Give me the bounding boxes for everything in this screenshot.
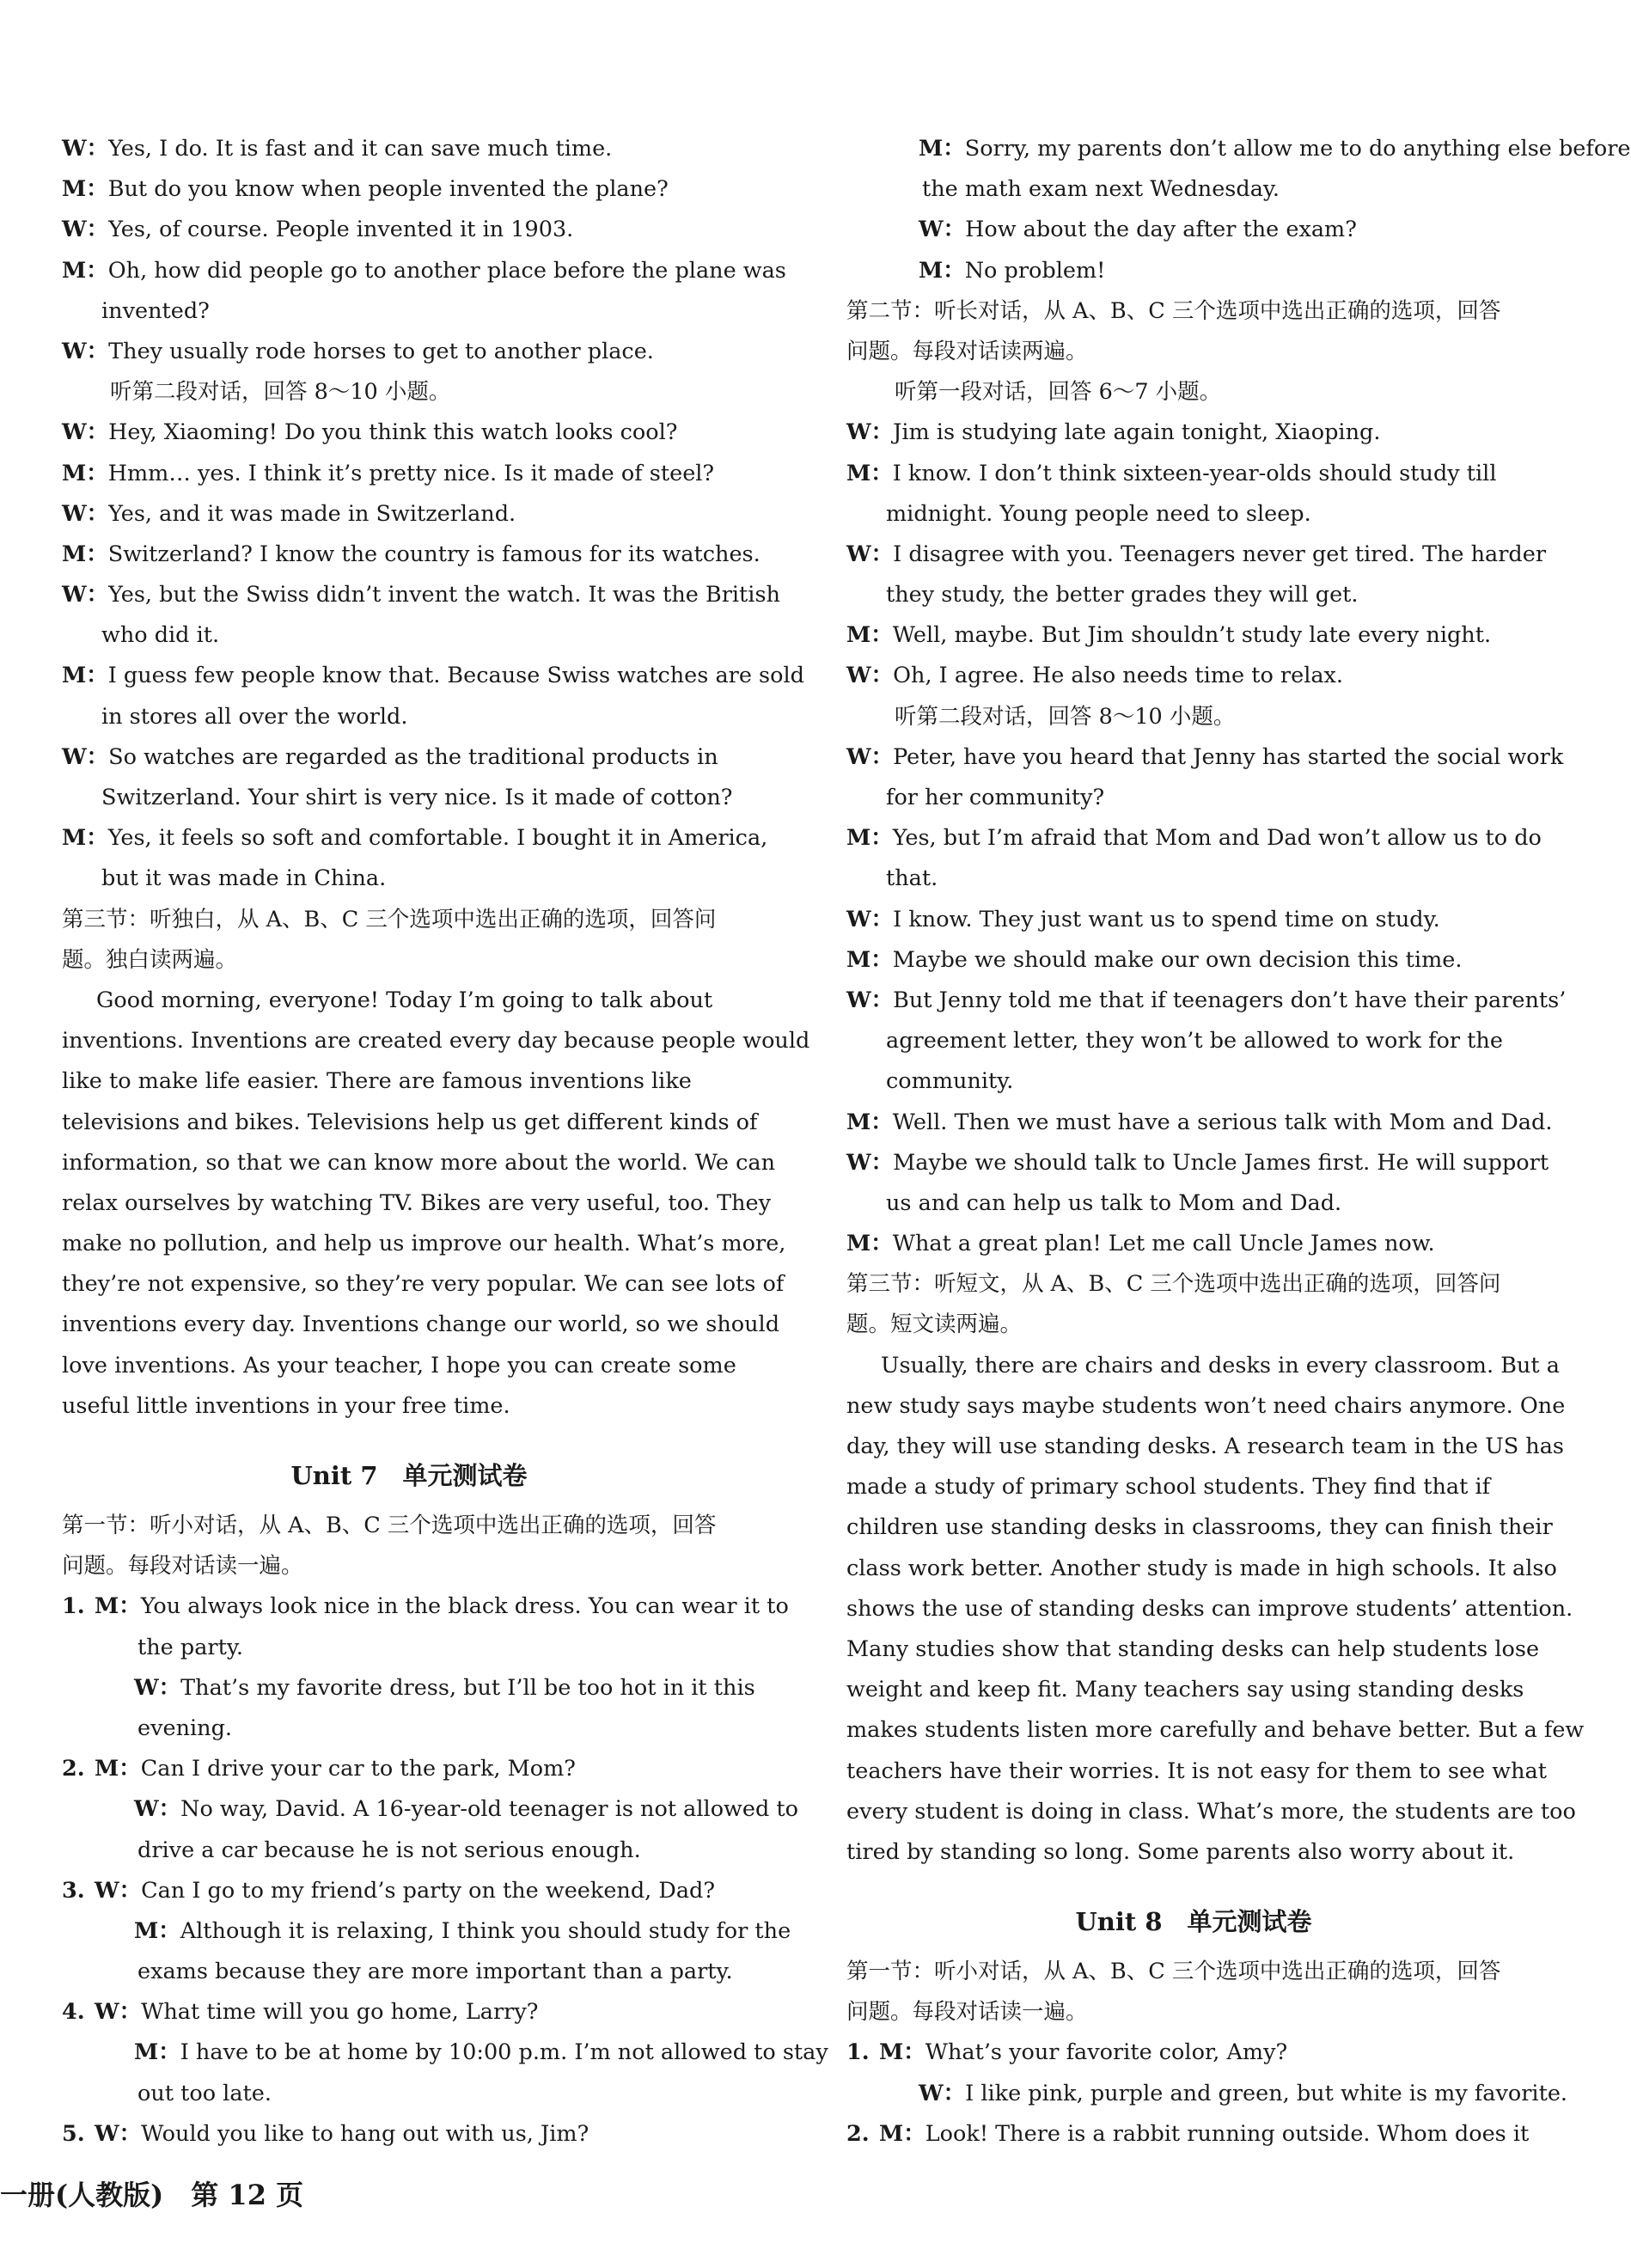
speaker-label: M：	[879, 2120, 925, 2147]
dialogue-line	[62, 413, 756, 453]
line-text: they study, the better grades they will get.	[886, 582, 1359, 608]
line-text: What a great plan! Let me call Uncle James now.	[892, 1231, 1435, 1257]
dialogue-line	[62, 129, 756, 169]
line-text: Sorry, my parents don’t allow me to do anything else before	[964, 136, 1631, 162]
line-text: They usually rode horses to get to another place.	[108, 338, 654, 364]
text-line	[62, 1831, 756, 1871]
speaker-label: M：	[62, 663, 108, 689]
line-text: 题。独白读两遍。	[62, 946, 238, 973]
text-line	[62, 1546, 756, 1586]
line-text: I know. I don’t think sixteen-year-olds should study till	[892, 460, 1497, 486]
speaker-label: M：	[919, 257, 965, 284]
dialogue-line	[62, 656, 804, 696]
text-line	[62, 1103, 756, 1143]
text-line	[62, 372, 756, 413]
line-text: Good morning, everyone! Today I’m going to talk about	[96, 987, 713, 1013]
text-line	[846, 859, 1541, 899]
text-line	[846, 1183, 1541, 1224]
text-line	[62, 615, 756, 656]
dialogue-line	[62, 1871, 756, 1911]
question-number: 1.	[846, 2039, 870, 2066]
line-text: new study says maybe students won’t need chairs anymore. One	[846, 1392, 1566, 1419]
line-text: tired by standing so long. Some parents also worry about it.	[846, 1838, 1515, 1865]
text-line	[62, 1506, 756, 1546]
question-number: 1.	[62, 1593, 85, 1620]
line-text: 第一节：听小对话，从 A、B、C 三个选项中选出正确的选项，回答	[62, 1513, 717, 1538]
speaker-label: W：	[919, 2080, 966, 2106]
dialogue-line	[62, 1749, 756, 1789]
speaker-label: M：	[846, 622, 893, 649]
speaker-label: M：	[134, 1917, 180, 1944]
line-text: That’s my favorite dress, but I’ll be too hot in it this	[180, 1674, 755, 1701]
text-line	[62, 697, 756, 737]
dialogue-line	[846, 1103, 1553, 1143]
line-text: So watches are regarded as the traditional products in	[108, 743, 718, 770]
speaker-label: W：	[846, 419, 894, 446]
speaker-label: W：	[62, 136, 109, 162]
text-line	[62, 859, 756, 899]
text-line	[846, 1467, 1541, 1507]
speaker-label: M：	[846, 825, 893, 852]
left-column	[62, 129, 828, 2155]
line-text: like to make life easier. There are famous inventions like	[62, 1068, 692, 1095]
speaker-label: W：	[62, 217, 109, 243]
speaker-label: M：	[846, 460, 893, 486]
text-line	[846, 1992, 1541, 2033]
line-text: information, so that we can know more about the world. We can	[62, 1149, 776, 1176]
dialogue-line	[846, 818, 1541, 859]
text-line	[62, 1346, 756, 1386]
text-line	[62, 291, 756, 332]
line-text: Can I go to my friend’s party on the weekend, Dad?	[141, 1877, 716, 1904]
speaker-label: W：	[95, 2120, 142, 2147]
line-text: 听第二段对话，回答 8～10 小题。	[110, 379, 451, 406]
line-text: But do you know when people invented the plane?	[107, 176, 669, 203]
line-text: Look! There is a rabbit running outside. Whom does it	[925, 2120, 1530, 2147]
text-line	[846, 1264, 1541, 1305]
text-line	[62, 1709, 756, 1749]
line-text: Yes, and it was made in Switzerland.	[108, 500, 516, 527]
speaker-label: M：	[95, 1756, 141, 1782]
line-text: Yes, but the Swiss didn’t invent the watch. It was the British	[108, 582, 780, 608]
speaker-label: M：	[62, 176, 108, 203]
text-line	[62, 900, 756, 940]
dialogue-line	[62, 2114, 756, 2155]
dialogue-line	[846, 129, 1631, 169]
text-line	[846, 697, 1541, 737]
question-number: 3.	[62, 1877, 85, 1904]
text-line	[846, 169, 1541, 210]
speaker-label: M：	[846, 1231, 893, 1257]
text-line	[62, 1061, 756, 1102]
line-text: 听第二段对话，回答 8～10 小题。	[895, 703, 1236, 730]
text-line	[846, 1670, 1541, 1710]
question-number: 2.	[846, 2120, 870, 2147]
text-line	[62, 2074, 756, 2114]
line-text: class work better. Another study is made in high schools. It also	[846, 1555, 1557, 1581]
question-number: 4.	[62, 1999, 85, 2026]
dialogue-line	[846, 535, 1547, 575]
line-text: No way, David. A 16-year-old teenager is not allowed to	[180, 1796, 798, 1823]
line-text: 题。短文读两遍。	[846, 1311, 1023, 1338]
question-number: 2.	[62, 1756, 85, 1782]
line-text: Yes, of course. People invented it in 1903.	[108, 217, 574, 243]
line-text: What’s your favorite color, Amy?	[925, 2039, 1288, 2066]
line-text: Well, maybe. But Jim shouldn’t study late every night.	[892, 622, 1492, 649]
text-line	[846, 1792, 1576, 1832]
line-text: Hmm… yes. I think it’s pretty nice. Is it made of steel?	[107, 460, 715, 486]
line-text: teachers have their worries. It is not easy for them to see what	[846, 1758, 1547, 1784]
speaker-label: W：	[134, 1796, 181, 1823]
text-line	[846, 1061, 1541, 1102]
line-text: 第二节：听长对话，从 A、B、C 三个选项中选出正确的选项，回答	[846, 297, 1501, 324]
dialogue-line	[846, 1224, 1541, 1264]
dialogue-line	[62, 210, 756, 250]
line-text: Switzerland. Your shirt is very nice. Is it made of cotton?	[101, 785, 733, 810]
line-text: 第一节：听小对话，从 A、B、C 三个选项中选出正确的选项，回答	[846, 1959, 1501, 1985]
line-text: Hey, Xiaoming! Do you think this watch looks cool?	[108, 419, 678, 446]
speaker-label: M：	[95, 1593, 141, 1620]
right-column	[846, 129, 1631, 2155]
text-line	[846, 1549, 1557, 1589]
text-line	[62, 1628, 756, 1668]
line-text: 问题。每段对话读一遍。	[62, 1553, 303, 1580]
text-line	[846, 291, 1541, 332]
dialogue-line	[62, 535, 761, 575]
text-line	[846, 1629, 1541, 1670]
line-text: Yes, I do. It is fast and it can save much time.	[108, 136, 613, 162]
text-line	[62, 1952, 756, 1992]
dialogue-line	[62, 1789, 798, 1830]
text-line	[846, 1386, 1566, 1427]
line-text: that.	[886, 865, 938, 892]
line-text: inventions every day. Inventions change our world, so we should	[62, 1311, 780, 1338]
line-text: the math exam next Wednesday.	[922, 176, 1280, 203]
unit-heading: Unit 7 单元测试卷	[290, 1461, 528, 1490]
dialogue-line	[62, 332, 756, 372]
line-text: I know. They just want us to spend time on study.	[893, 906, 1440, 932]
line-text: who did it.	[101, 622, 220, 649]
line-text: out too late.	[137, 2080, 272, 2106]
dialogue-line	[62, 1586, 789, 1627]
line-text: Oh, how did people go to another place before the plane was	[107, 257, 786, 284]
dialogue-line	[846, 615, 1541, 656]
text-line	[62, 1224, 786, 1264]
dialogue-line	[846, 210, 1541, 250]
line-text: 听第一段对话，回答 6～7 小题。	[895, 379, 1222, 406]
line-text: 问题。每段对话读两遍。	[846, 338, 1088, 364]
text-line	[846, 1751, 1547, 1792]
dialogue-line	[62, 818, 768, 859]
line-text: Maybe we should talk to Uncle James first. He will support	[893, 1149, 1549, 1176]
line-text: us and can help us talk to Mom and Dad.	[886, 1189, 1342, 1216]
line-text: Well. Then we must have a serious talk with Mom and Dad.	[892, 1109, 1553, 1135]
line-text: every student is doing in class. What’s more, the students are too	[846, 1798, 1576, 1825]
speaker-label: W：	[62, 582, 109, 608]
line-text: What time will you go home, Larry?	[141, 1999, 539, 2026]
text-line	[846, 1589, 1573, 1629]
speaker-label: M：	[134, 2039, 180, 2066]
speaker-label: W：	[62, 338, 109, 364]
text-line	[62, 940, 756, 981]
line-text: makes students listen more carefully and behave better. But a few	[846, 1717, 1585, 1744]
text-line	[846, 1021, 1541, 1061]
line-text: the party.	[137, 1634, 243, 1660]
dialogue-line	[846, 737, 1564, 778]
dialogue-line	[846, 940, 1541, 981]
line-text: But Jenny told me that if teenagers don’t have their parents’	[893, 987, 1567, 1013]
unit-heading: Unit 8 单元测试卷	[1075, 1907, 1312, 1937]
line-text: drive a car because he is not serious enough.	[137, 1837, 641, 1863]
speaker-label: M：	[919, 136, 965, 162]
speaker-label: M：	[62, 257, 108, 284]
line-text: made a study of primary school students. They find that if	[846, 1474, 1491, 1501]
dialogue-line	[62, 251, 786, 291]
text-line	[846, 332, 1541, 372]
dialogue-line	[846, 2033, 1541, 2073]
line-text: Maybe we should make our own decision this time.	[892, 946, 1463, 973]
text-line	[846, 1346, 1560, 1386]
text-line	[846, 1507, 1553, 1548]
dialogue-line	[846, 251, 1541, 291]
text-line	[62, 1183, 772, 1224]
speaker-label: W：	[95, 1999, 142, 2026]
line-text: 第三节：听独白，从 A、B、C 三个选项中选出正确的选项，回答问	[62, 906, 717, 932]
text-line	[846, 1832, 1541, 1873]
speaker-label: W：	[62, 419, 109, 446]
line-text: weight and keep fit. Many teachers say using standing desks	[846, 1677, 1524, 1703]
speaker-label: W：	[846, 743, 894, 770]
dialogue-line	[846, 454, 1541, 494]
text-line	[846, 575, 1541, 615]
dialogue-line	[62, 169, 756, 210]
line-text: No problem!	[964, 257, 1106, 284]
line-text: Can I drive your car to the park, Mom?	[140, 1756, 576, 1782]
line-text: inventions. Inventions are created every day because people would	[62, 1028, 810, 1055]
dialogue-line	[62, 1992, 756, 2033]
dialogue-line	[846, 1143, 1549, 1183]
line-text: exams because they are more important than a party.	[137, 1959, 733, 1985]
dialogue-line	[62, 494, 756, 535]
speaker-label: W：	[62, 500, 109, 527]
speaker-label: W：	[919, 217, 966, 243]
line-text: Many studies show that standing desks can help students lose	[846, 1635, 1540, 1662]
line-text: I guess few people know that. Because Swiss watches are sold	[107, 663, 804, 689]
text-line	[62, 1264, 785, 1305]
line-text: agreement letter, they won’t be allowed to work for the	[886, 1028, 1503, 1055]
line-text: Usually, there are chairs and desks in every classroom. But a	[881, 1352, 1560, 1379]
line-text: they’re not expensive, so they’re very popular. We can see lots of	[62, 1271, 785, 1298]
text-line	[62, 1021, 810, 1061]
dialogue-line	[846, 2114, 1541, 2155]
page-footer: 一册(人教版) 第 12 页	[0, 2179, 304, 2211]
line-text: make no pollution, and help us improve our health. What’s more,	[62, 1231, 786, 1257]
dialogue-line	[846, 981, 1567, 1021]
line-text: but it was made in China.	[101, 865, 387, 892]
line-text: in stores all over the world.	[101, 703, 408, 730]
text-line	[62, 1143, 776, 1183]
line-text: 第三节：听短文，从 A、B、C 三个选项中选出正确的选项，回答问	[846, 1271, 1501, 1298]
text-line	[62, 778, 756, 818]
line-text: community.	[886, 1068, 1014, 1095]
line-text: I like pink, purple and green, but white is my favorite.	[965, 2080, 1568, 2106]
line-text: invented?	[101, 297, 210, 324]
speaker-label: W：	[846, 1149, 894, 1176]
dialogue-line	[62, 737, 756, 778]
text-line	[62, 1386, 756, 1427]
dialogue-line	[62, 1668, 756, 1709]
speaker-label: W：	[846, 663, 894, 689]
line-text: Although it is relaxing, I think you should study for the	[180, 1917, 791, 1944]
dialogue-line	[62, 1911, 791, 1952]
text-line	[846, 1710, 1585, 1751]
line-text: relax ourselves by watching TV. Bikes are very useful, too. They	[62, 1189, 772, 1216]
text-line	[846, 494, 1541, 535]
line-text: I have to be at home by 10:00 p.m. I’m not allowed to stay	[180, 2039, 828, 2066]
dialogue-line	[62, 454, 756, 494]
line-text: televisions and bikes. Televisions help us get different kinds of	[62, 1109, 758, 1135]
speaker-label: M：	[879, 2039, 925, 2066]
line-text: 问题。每段对话读一遍。	[846, 1999, 1088, 2026]
text-line	[62, 981, 756, 1021]
text-line	[846, 372, 1541, 413]
speaker-label: W：	[846, 541, 894, 567]
question-number: 5.	[62, 2120, 85, 2147]
line-text: How about the day after the exam?	[965, 217, 1357, 243]
speaker-label: M：	[62, 825, 108, 852]
dialogue-line	[62, 2033, 828, 2073]
line-text: Oh, I agree. He also needs time to relax.	[893, 663, 1344, 689]
line-text: evening.	[137, 1715, 233, 1741]
text-line	[62, 1305, 780, 1345]
line-text: Yes, it feels so soft and comfortable. I bought it in America,	[107, 825, 768, 852]
line-text: I disagree with you. Teenagers never get tired. The harder	[893, 541, 1547, 567]
speaker-label: M：	[62, 460, 108, 486]
speaker-label: W：	[846, 987, 894, 1013]
speaker-label: M：	[846, 1109, 893, 1135]
speaker-label: M：	[62, 541, 108, 567]
dialogue-line	[846, 413, 1541, 453]
speaker-label: W：	[134, 1674, 181, 1701]
line-text: children use standing desks in classrooms, they can finish their	[846, 1514, 1553, 1541]
text-line	[846, 1305, 1541, 1345]
line-text: You always look nice in the black dress. You can wear it to	[140, 1593, 789, 1620]
speaker-label: W：	[846, 906, 894, 932]
line-text: shows the use of standing desks can improve students’ attention.	[846, 1595, 1573, 1622]
line-text: day, they will use standing desks. A research team in the US has	[846, 1434, 1565, 1459]
text-line	[846, 1952, 1541, 1992]
speaker-label: M：	[846, 946, 893, 973]
dialogue-line	[846, 656, 1541, 696]
line-text: Yes, but I’m afraid that Mom and Dad won’t allow us to do	[892, 825, 1542, 852]
text-line	[846, 778, 1541, 818]
line-text: Switzerland? I know the country is famous for its watches.	[107, 541, 761, 567]
line-text: Jim is studying late again tonight, Xiaoping.	[893, 419, 1381, 446]
line-text: Peter, have you heard that Jenny has started the social work	[893, 743, 1564, 770]
speaker-label: W：	[62, 743, 109, 770]
text-line	[846, 1427, 1565, 1467]
dialogue-line	[846, 2074, 1568, 2114]
line-text: love inventions. As your teacher, I hope you can create some	[62, 1352, 736, 1379]
line-text: for her community?	[886, 785, 1105, 810]
line-text: midnight. Young people need to sleep.	[886, 500, 1311, 527]
dialogue-line	[846, 900, 1541, 940]
speaker-label: W：	[95, 1877, 142, 1904]
line-text: Would you like to hang out with us, Jim?	[141, 2120, 589, 2147]
dialogue-line	[62, 575, 780, 615]
line-text: useful little inventions in your free time.	[62, 1392, 510, 1419]
